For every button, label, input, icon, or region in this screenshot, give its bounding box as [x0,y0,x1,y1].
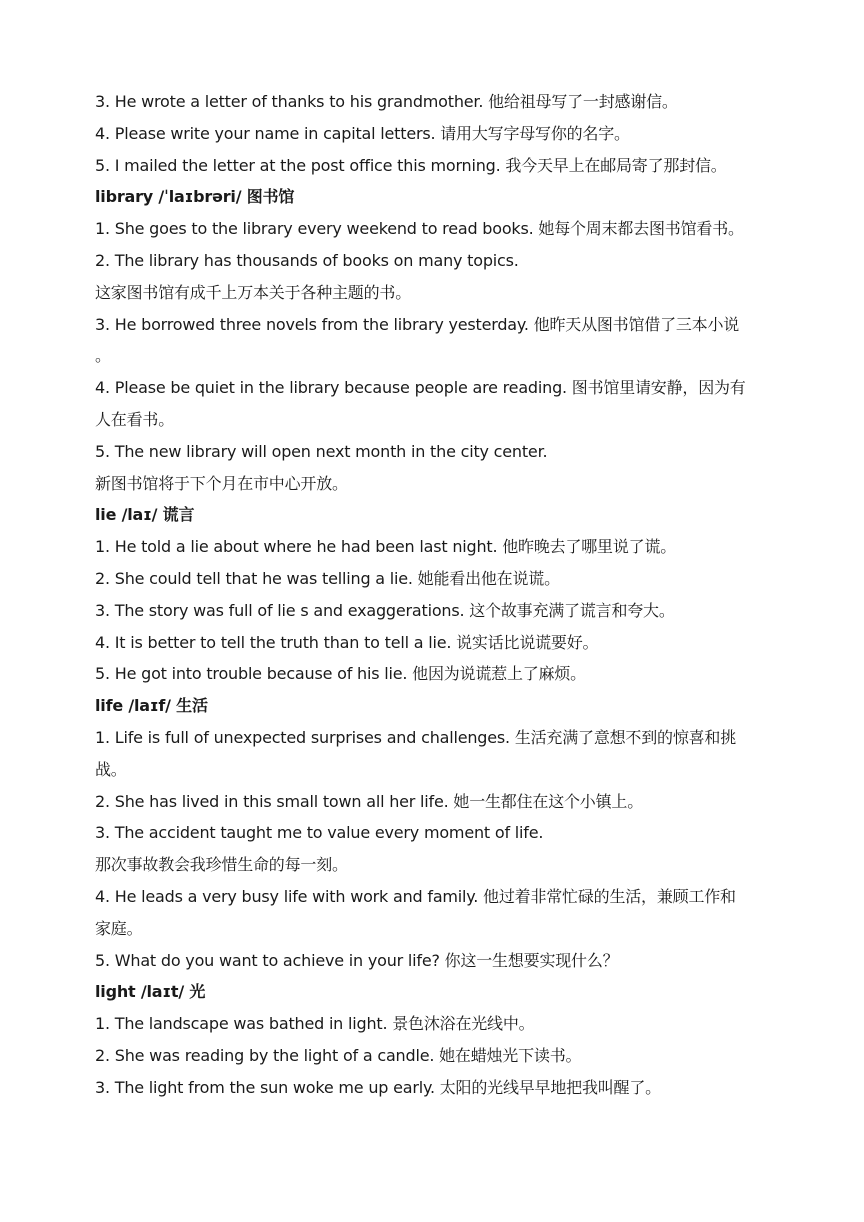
line: 2. She was reading by the light of a candle. 她在蜡烛光下读书。 [95,1045,582,1065]
entry-heading-library: library /ˈlaɪbrəri/ 图书馆 [95,187,295,207]
line: 5. He got into trouble because of his lie. 他因为说谎惹上了麻烦。 [95,664,586,684]
line: 人在看书。 [95,409,175,429]
line: 4. It is better to tell the truth than to tell a lie. 说实话比说谎要好。 [95,632,599,652]
line: 这家图书馆有成千上万本关于各种主题的书。 [95,282,412,302]
line: 3. The story was full of lie s and exaggerations. 这个故事充满了谎言和夸大。 [95,600,675,620]
line: 3. The light from the sun woke me up early. 太阳的光线早早地把我叫醒了。 [95,1077,661,1097]
line: 那次事故教会我珍惜生命的每一刻。 [95,855,348,875]
line: 新图书馆将于下个月在市中心开放。 [95,473,348,493]
line: 2. She has lived in this small town all her life. 她一生都住在这个小镇上。 [95,791,643,811]
line: 。 [95,346,111,366]
line: 5. I mailed the letter at the post office this morning. 我今天早上在邮局寄了那封信。 [95,155,727,175]
line: 1. Life is full of unexpected surprises and challenges. 生活充满了意想不到的惊喜和挑 [95,727,737,747]
line: 3. He borrowed three novels from the library yesterday. 他昨天从图书馆借了三本小说 [95,314,740,334]
line: 2. The library has thousands of books on many topics. [95,250,519,270]
line: 1. The landscape was bathed in light. 景色沐浴在光线中。 [95,1014,535,1034]
line: 3. He wrote a letter of thanks to his grandmother. 他给祖母写了一封感谢信。 [95,92,678,111]
line: 2. She could tell that he was telling a lie. 她能看出他在说谎。 [95,568,560,588]
line: 4. He leads a very busy life with work and family. 他过着非常忙碌的生活，兼顾工作和 [95,886,736,906]
line: 5. What do you want to achieve in your life? 你这一生想要实现什么？ [95,950,619,970]
line: 3. The accident taught me to value every moment of life. [95,823,544,843]
entry-heading-life: life /laɪf/ 生活 [95,696,208,716]
line: 5. The new library will open next month in the city center. [95,441,548,461]
line: 4. Please write your name in capital letters. 请用大写字母写你的名字。 [95,123,630,143]
entry-heading-lie: lie /laɪ/ 谎言 [95,505,195,525]
entry-heading-light: light /laɪt/ 光 [95,982,206,1002]
line: 战。 [95,759,127,779]
line: 1. He told a lie about where he had been last night. 他昨晚去了哪里说了谎。 [95,537,677,557]
line: 4. Please be quiet in the library because people are reading. 图书馆里请安静，因为有 [95,378,746,398]
line: 1. She goes to the library every weekend to read books. 她每个周末都去图书馆看书。 [95,219,744,239]
line: 家庭。 [95,918,143,938]
